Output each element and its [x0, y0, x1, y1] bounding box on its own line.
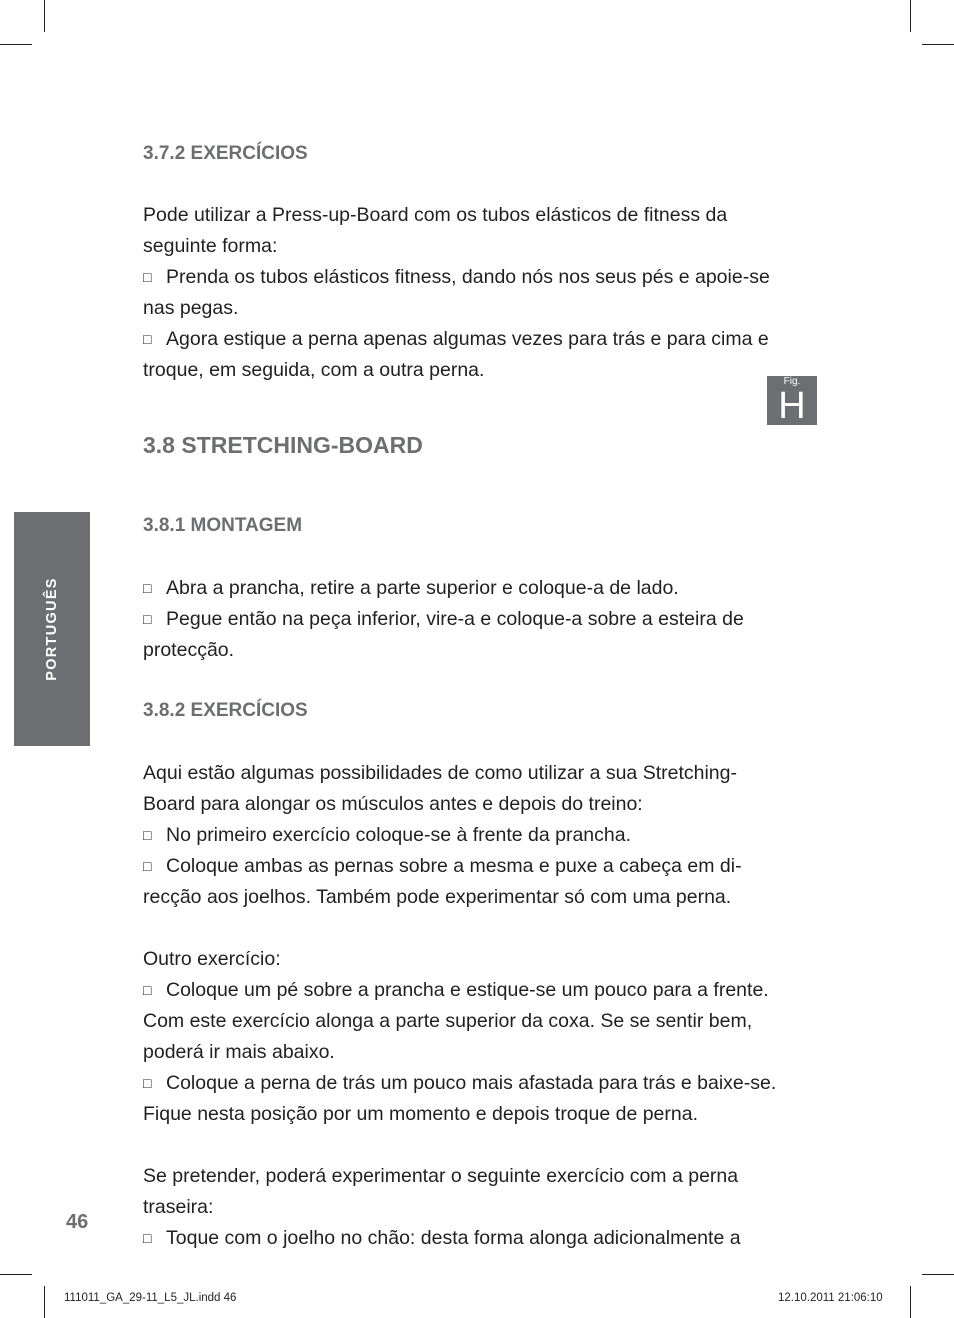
bullet-item: □ No primeiro exercício coloque-se à frente da prancha. [143, 820, 823, 851]
bullet-item: □ Pegue então na peça inferior, vire-a e coloque-a sobre a esteira de [143, 604, 823, 635]
bullet-icon: □ [143, 858, 152, 874]
bullet-item: □ Toque com o joelho no chão: desta forma alonga adicionalmente a [143, 1223, 823, 1254]
bullet-item: □ Coloque a perna de trás um pouco mais afastada para trás e baixe-se. [143, 1068, 823, 1099]
figure-label: Fig. [783, 376, 801, 387]
crop-mark [922, 1274, 954, 1275]
language-label: PORTUGUÊS [44, 577, 60, 681]
bullet-icon: □ [143, 827, 152, 843]
paragraph-line: nas pegas. [143, 297, 239, 319]
slug-filename: 111011_GA_29-11_L5_JL.indd 46 [64, 1292, 237, 1304]
paragraph-line: Fique nesta posição por um momento e depois troque de perna. [143, 1103, 699, 1125]
language-side-tab [14, 512, 90, 746]
figure-letter: H [778, 385, 806, 427]
paragraph-line: seguinte forma: [143, 235, 278, 257]
bullet-item: □ Prenda os tubos elásticos fitness, dando nós nos seus pés e apoie-se [143, 262, 823, 293]
heading-3-8-2: 3.8.2 EXERCÍCIOS [143, 700, 308, 721]
paragraph-line: poderá ir mais abaixo. [143, 1041, 335, 1063]
bullet-item: □ Coloque ambas as pernas sobre a mesma e puxe a cabeça em di- [143, 851, 823, 882]
paragraph-line: protecção. [143, 639, 235, 661]
bullet-icon: □ [143, 580, 152, 596]
bullet-item: □ Coloque um pé sobre a prancha e estique-se um pouco para a frente. [143, 975, 823, 1006]
paragraph-line: Pode utilizar a Press-up-Board com os tubos elásticos de fitness da [143, 204, 728, 226]
crop-mark [0, 1274, 32, 1275]
crop-mark [922, 44, 954, 45]
paragraph-line: Aqui estão algumas possibilidades de como utilizar a sua Stretching- [143, 762, 737, 784]
bullet-icon: □ [143, 331, 152, 347]
bullet-icon: □ [143, 1230, 152, 1246]
paragraph-line: Com este exercício alonga a parte superior da coxa. Se se sentir bem, [143, 1010, 753, 1032]
slug-datetime: 12.10.2011 21:06:10 [778, 1292, 883, 1304]
heading-3-7-2: 3.7.2 EXERCÍCIOS [143, 143, 308, 164]
paragraph-line: troque, em seguida, com a outra perna. [143, 359, 485, 381]
bullet-icon: □ [143, 982, 152, 998]
heading-3-8: 3.8 STRETCHING-BOARD [143, 432, 423, 458]
heading-3-8-1: 3.8.1 MONTAGEM [143, 515, 303, 536]
bullet-item: □ Abra a prancha, retire a parte superior e coloque-a de lado. [143, 573, 823, 604]
paragraph-line: Board para alongar os músculos antes e depois do treino: [143, 793, 643, 815]
paragraph-line: recção aos joelhos. Também pode experimentar só com uma perna. [143, 886, 732, 908]
bullet-icon: □ [143, 1075, 152, 1091]
crop-mark [0, 44, 32, 45]
crop-mark [44, 0, 45, 32]
crop-mark [910, 0, 911, 32]
crop-mark [44, 1286, 45, 1318]
paragraph-line: traseira: [143, 1196, 214, 1218]
bullet-item: □ Agora estique a perna apenas algumas vezes para trás e para cima e [143, 324, 823, 355]
paragraph-line: Outro exercício: [143, 948, 281, 970]
page-content [143, 140, 823, 1254]
page-number: 46 [66, 1211, 89, 1233]
paragraph-line: Se pretender, poderá experimentar o seguinte exercício com a perna [143, 1165, 739, 1187]
bullet-icon: □ [143, 269, 152, 285]
bullet-icon: □ [143, 611, 152, 627]
crop-mark [910, 1286, 911, 1318]
